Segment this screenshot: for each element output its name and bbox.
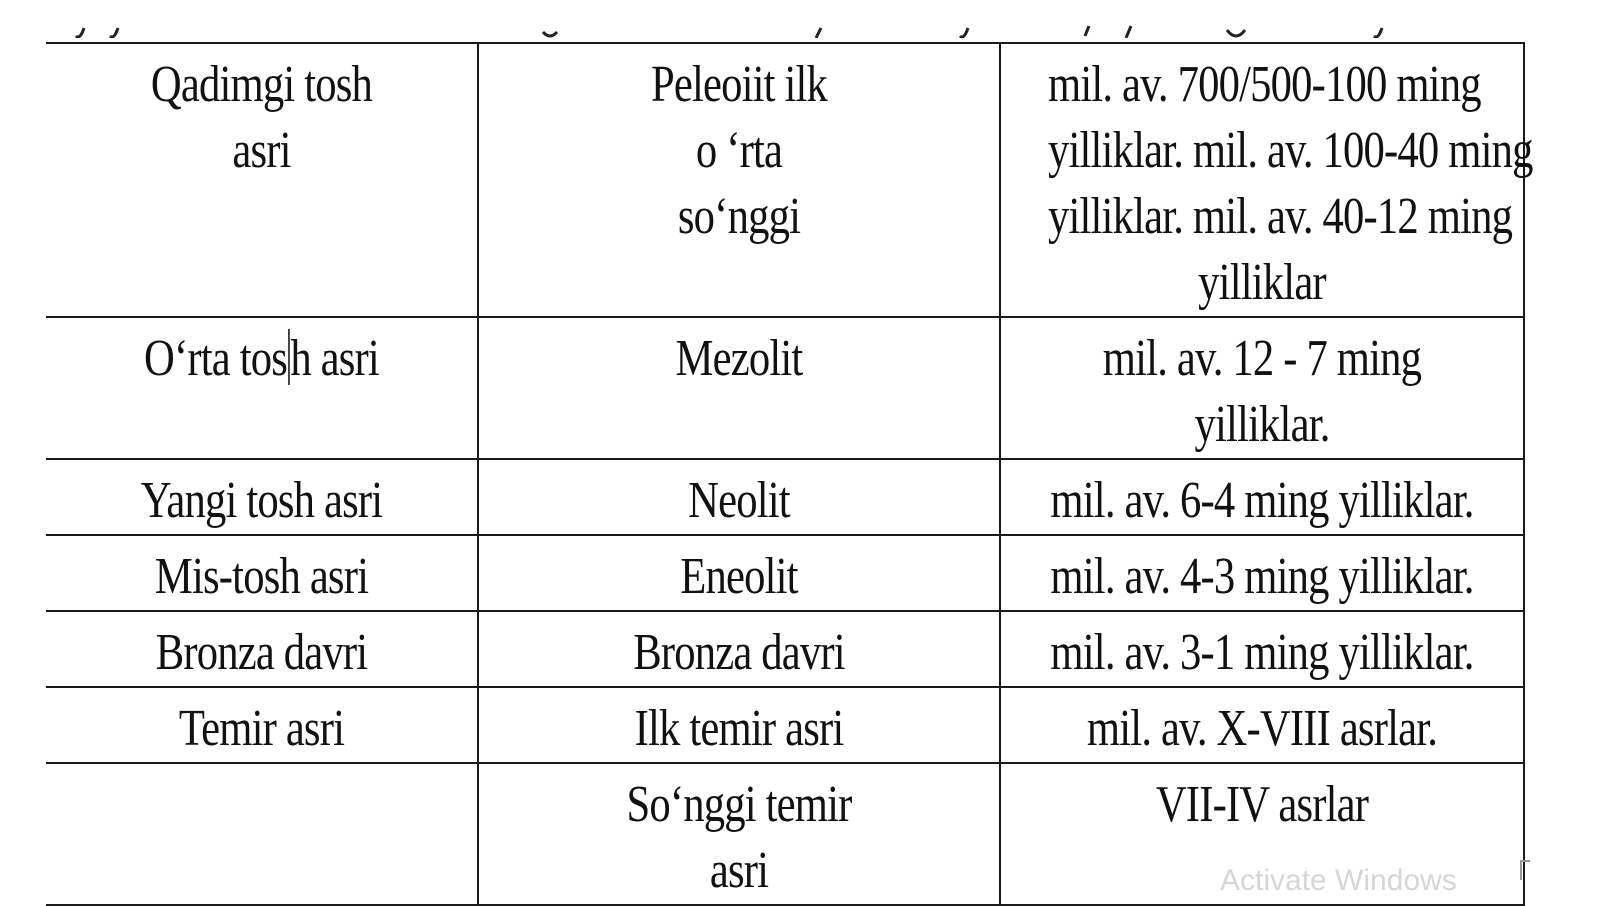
period-cell [478,317,1000,459]
activate-windows-watermark: Activate Windows [1220,864,1457,897]
dates-cell [1000,611,1524,687]
text-fragment [812,0,826,38]
dates-cell [1000,535,1524,611]
dates-line: VII-IV asrlar [1155,776,1369,833]
age-cell [46,763,478,905]
age-line: asri [232,122,291,179]
age-cell[interactable] [46,317,478,459]
period-cell [478,611,1000,687]
period-line: Neolit [688,472,790,529]
table-row [46,43,1524,317]
text-fragment [540,0,554,38]
period-line: Mezolit [675,330,803,387]
table-row [46,687,1524,763]
period-line: asri [709,842,769,899]
table-row [46,535,1524,611]
text-fragment [1080,0,1094,38]
corner-mark [1520,860,1530,880]
dates-line: yilliklar [1198,254,1326,311]
age-cell [46,459,478,535]
age-cell [46,687,478,763]
dates-line: mil. av. 12 - 7 ming [1102,330,1422,387]
age-line: Yangi tosh asri [140,472,383,529]
text-fragment [958,0,972,38]
text-fragment [108,0,122,38]
age-line: Bronza davri [155,624,368,681]
archaeological-periods-table [46,42,1533,906]
period-line: o ‘rta [695,122,783,179]
dates-cell [1000,43,1533,317]
dates-line: mil. av. 6-4 ming yilliklar. [1050,472,1474,529]
text-fragment [1224,0,1238,38]
age-cell [46,535,478,611]
age-line: Qadimgi tosh [150,56,373,113]
age-text: h asri [290,330,379,387]
period-line: Bronza davri [633,624,845,681]
period-cell [478,535,1000,611]
period-line: Ilk temir asri [634,700,844,757]
dates-line: yilliklar. mil. av. 100-40 ming [1047,122,1533,179]
text-fragment [1372,0,1386,38]
age-line: Mis-tosh asri [154,548,369,605]
table-row [46,459,1524,535]
period-cell [478,687,1000,763]
age-cell [46,611,478,687]
period-cell [478,459,1000,535]
period-line: Eneolit [680,548,798,605]
dates-cell [1000,687,1524,763]
dates-line: yilliklar. [1194,396,1330,453]
period-line: so‘nggi [677,188,801,245]
cut-off-text-line [0,0,1600,44]
age-cell [46,43,478,317]
age-text: O‘rta tos [144,330,288,387]
dates-cell [1000,459,1524,535]
dates-line: mil. av. 3-1 ming yilliklar. [1050,624,1474,681]
dates-line: mil. av. X-VIII asrlar. [1086,700,1438,757]
period-line: So‘nggi temir [626,776,852,833]
dates-line: mil. av. 4-3 ming yilliklar. [1050,548,1474,605]
age-line: Temir asri [178,700,345,757]
period-cell [478,43,1000,317]
dates-cell [1000,317,1524,459]
text-cursor [288,329,290,385]
table-row [46,611,1524,687]
table-row [46,317,1524,459]
text-fragment [74,0,88,38]
period-cell [478,763,1000,905]
dates-line: yilliklar. mil. av. 40-12 ming [1047,188,1513,245]
period-line: Peleoiit ilk [650,56,828,113]
text-fragment [1122,0,1136,38]
dates-line: mil. av. 700/500-100 ming [1047,56,1481,113]
